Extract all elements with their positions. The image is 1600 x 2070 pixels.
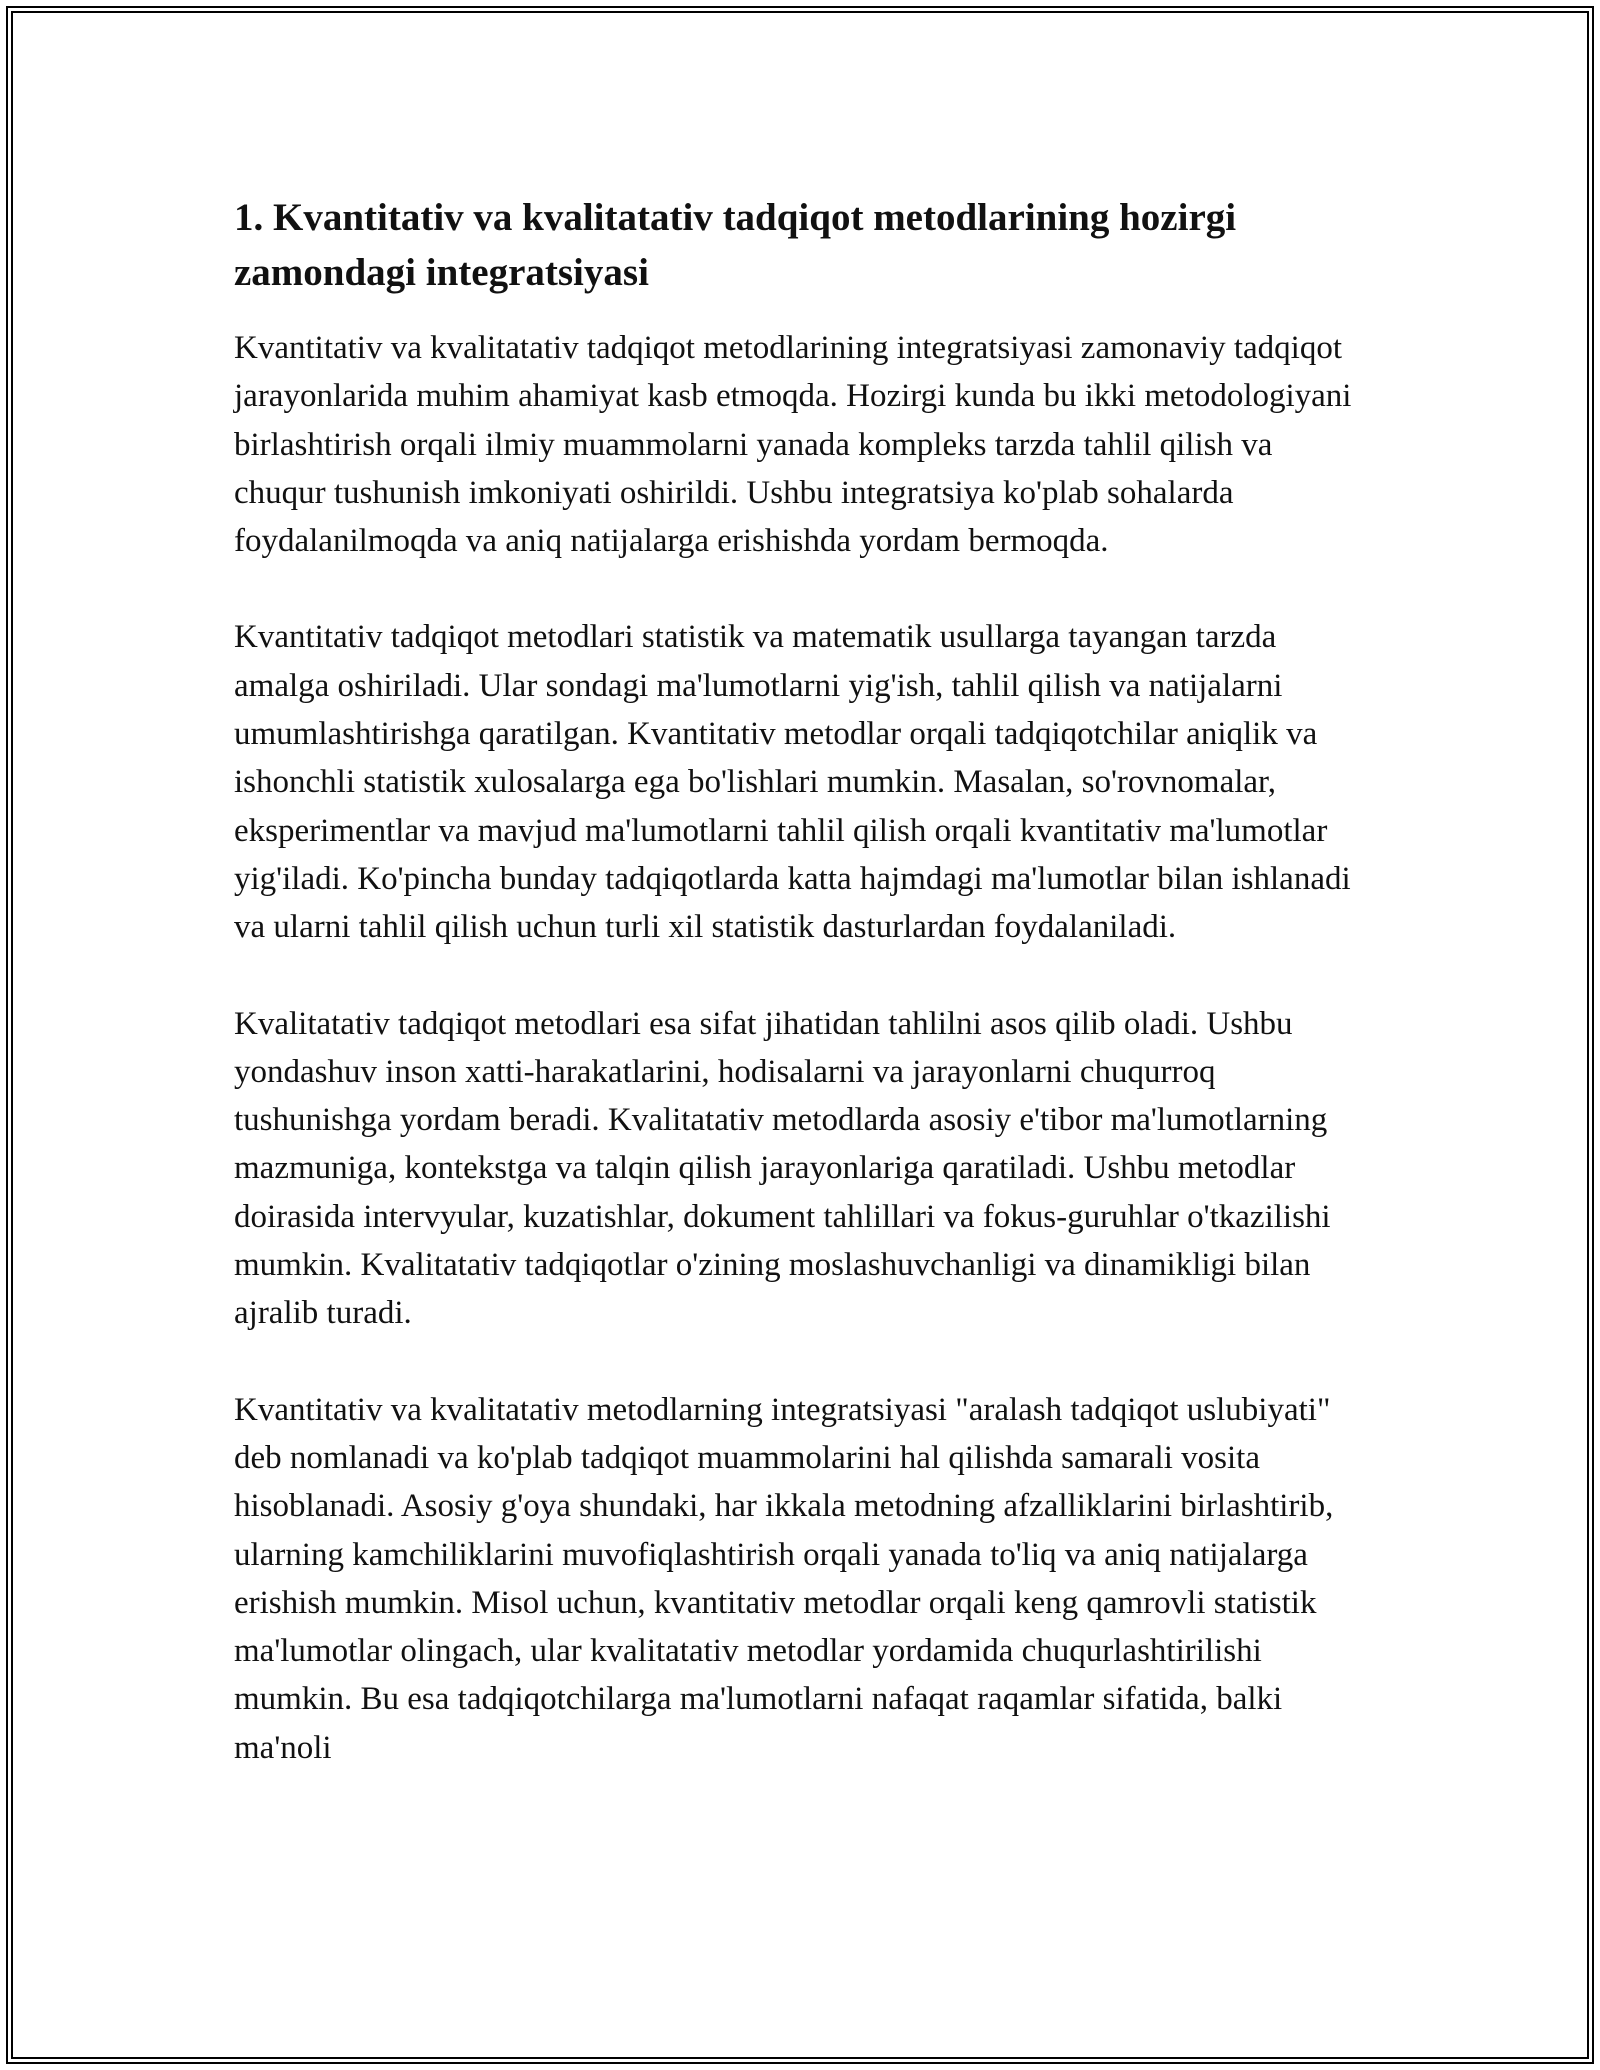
paragraph-4: Kvantitativ va kvalitatativ metodlarning integratsiyasi "aralash tadqiqot uslubiyati" deb nomlanadi va ko'plab tadqiqot muammolarini hal qilishda samarali vosita hisoblanadi. Asosiy g'oya shundaki, har ikkala metodning afzalliklarini birlashtirib, ularning kamchiliklarini muvofiqlashtirish orqali yanada to'liq va aniq natijalarga erishish mumkin. Misol uchun, kvantitativ metodlar orqali keng qamrovli statistik ma'lumotlar olingach, ular kvalitatativ metodlar yordamida chuqurlashtirilishi mumkin. Bu esa tadqiqotchilarga ma'lumotlarni nafaqat raqamlar sifatida, balki ma'noli bbox=[234, 1391, 1334, 1766]
paragraph-1: Kvantitativ va kvalitatativ tadqiqot metodlarining integratsiyasi zamonaviy tadqiqot jarayonlarida muhim ahamiyat kasb etmoqda. Hozirgi kunda bu ikki metodologiyani birlashtirish orqali ilmiy muammolarni yanada kompleks tarzda tahlil qilish va chuqur tushunish imkoniyati oshirildi. Ushbu integratsiya ko'plab sohalarda foydalanilmoqda va aniq natijalarga erishishda yordam bermoqda. bbox=[234, 330, 1352, 560]
section-heading: 1. Kvantitativ va kvalitatativ tadqiqot metodlarining hozirgi zamondagi integratsiyasi bbox=[234, 196, 1237, 294]
document-body bbox=[234, 190, 1370, 1820]
paragraph-3: Kvalitatativ tadqiqot metodlari esa sifat jihatidan tahlilni asos qilib oladi. Ushbu yondashuv inson xatti-harakatlarini, hodisalarni va jarayonlarni chuqurroq tushunishga yordam beradi. Kvalitatativ metodlarda asosiy e'tibor ma'lumotlarning mazmuniga, kontekstga va talqin qilish jarayonlariga qaratiladi. Ushbu metodlar doirasida intervyular, kuzatishlar, dokument tahlillari va fokus-guruhlar o'tkazilishi mumkin. Kvalitatativ tadqiqotlar o'zining moslashuvchanligi va dinamikligi bilan ajralib turadi. bbox=[234, 1005, 1331, 1332]
paragraph-2: Kvantitativ tadqiqot metodlari statistik va matematik usullarga tayangan tarzda amalga oshiriladi. Ular sondagi ma'lumotlarni yig'ish, tahlil qilish va natijalarni umumlashtirishga qaratilgan. Kvantitativ metodlar orqali tadqiqotchilar aniqlik va ishonchli statistik xulosalarga ega bo'lishlari mumkin. Masalan, so'rovnomalar, eksperimentlar va mavjud ma'lumotlarni tahlil qilish orqali kvantitativ ma'lumotlar yig'iladi. Ko'pincha bunday tadqiqotlarda katta hajmdagi ma'lumotlar bilan ishlanadi va ularni tahlil qilish uchun turli xil statistik dasturlardan foydalaniladi. bbox=[234, 619, 1351, 946]
